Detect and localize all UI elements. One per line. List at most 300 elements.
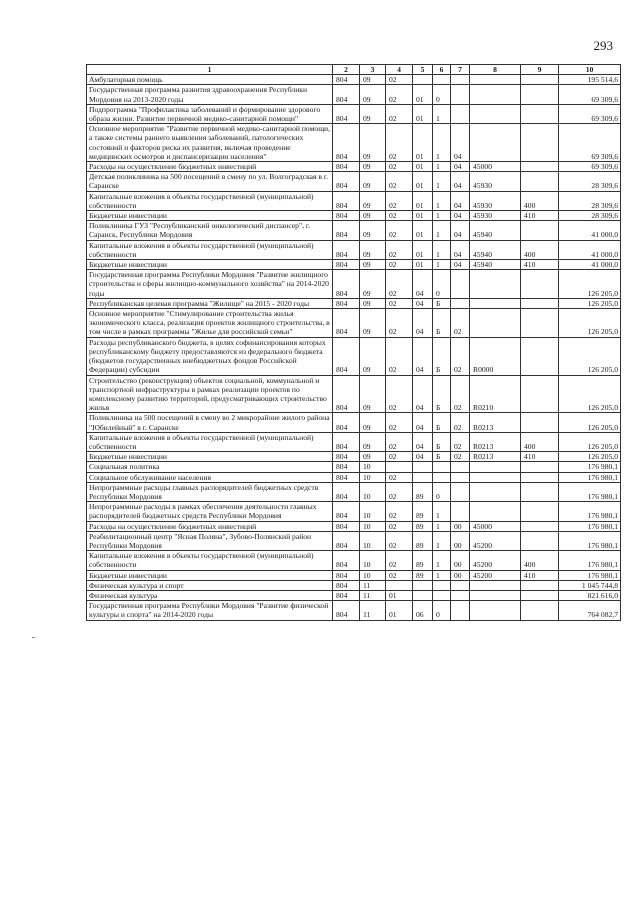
code-direction: 45930 bbox=[470, 191, 521, 210]
code-subprogram bbox=[433, 462, 451, 472]
table-header-row bbox=[87, 65, 621, 75]
code-section: 09 bbox=[360, 298, 386, 308]
code-event: 02 bbox=[451, 375, 470, 413]
table-row bbox=[87, 211, 621, 221]
code-admin: 804 bbox=[333, 551, 360, 570]
code-subprogram: 1 bbox=[433, 521, 451, 531]
row-name: Непрограммные расходы в рамках обеспечения деятельности главных распорядителей бюджетных средств Республики Мордовия bbox=[87, 502, 333, 521]
row-name: Бюджетные инвестиции bbox=[87, 570, 333, 580]
code-expense-type bbox=[521, 590, 559, 600]
code-subsection: 02 bbox=[386, 270, 413, 299]
code-expense-type bbox=[521, 531, 559, 550]
budget-table bbox=[86, 64, 621, 621]
row-sum: 176 980,1 bbox=[559, 472, 621, 482]
code-subprogram bbox=[433, 472, 451, 482]
table-row bbox=[87, 531, 621, 550]
table-row bbox=[87, 551, 621, 570]
code-subsection bbox=[386, 462, 413, 472]
code-direction: 45200 bbox=[470, 570, 521, 580]
code-section: 09 bbox=[360, 191, 386, 210]
code-direction: 45940 bbox=[470, 260, 521, 270]
code-admin: 804 bbox=[333, 270, 360, 299]
code-subprogram bbox=[433, 590, 451, 600]
code-expense-type bbox=[521, 502, 559, 521]
code-program: 01 bbox=[413, 191, 433, 210]
row-name: Расходы республиканского бюджета, в целях софинансирования которых республиканскому бюджету предоставляются из федерального бюджета (бюджетов государственных внебюджетных фондов Российской Федерации) субсидии bbox=[87, 337, 333, 375]
code-expense-type bbox=[521, 337, 559, 375]
code-expense-type bbox=[521, 104, 559, 123]
row-sum: 69 309,6 bbox=[559, 124, 621, 162]
code-event bbox=[451, 462, 470, 472]
code-program: 01 bbox=[413, 240, 433, 259]
code-admin: 804 bbox=[333, 472, 360, 482]
code-admin: 804 bbox=[333, 462, 360, 472]
code-expense-type: 400 bbox=[521, 191, 559, 210]
table-row bbox=[87, 375, 621, 413]
row-name: Капитальные вложения в объекты государственной (муниципальной) собственности bbox=[87, 240, 333, 259]
row-name: Основное мероприятие "Стимулирование строительства жилья экономического класса, реализация проектов жилищного строительства, в том числе в рамках программы "Жилье для российской семьи" bbox=[87, 309, 333, 338]
code-subsection: 02 bbox=[386, 85, 413, 104]
row-name: Расходы на осуществление бюджетных инвестиций bbox=[87, 162, 333, 172]
code-section: 09 bbox=[360, 270, 386, 299]
row-name: Государственная программа развития здравоохранения Республики Мордовия на 2013-2020 годы bbox=[87, 85, 333, 104]
code-subsection: 02 bbox=[386, 211, 413, 221]
code-subsection: 02 bbox=[386, 570, 413, 580]
table-row bbox=[87, 270, 621, 299]
code-program: 01 bbox=[413, 260, 433, 270]
code-admin: 804 bbox=[333, 75, 360, 85]
row-name: Социальное обслуживание населения bbox=[87, 472, 333, 482]
table-row bbox=[87, 472, 621, 482]
row-name: Капитальные вложения в объекты государственной (муниципальной) собственности bbox=[87, 191, 333, 210]
table-row bbox=[87, 124, 621, 162]
code-direction: 45000 bbox=[470, 162, 521, 172]
code-program: 04 bbox=[413, 309, 433, 338]
code-direction bbox=[470, 502, 521, 521]
row-sum: 69 309,6 bbox=[559, 104, 621, 123]
code-subprogram: Б bbox=[433, 432, 451, 451]
code-subsection: 02 bbox=[386, 452, 413, 462]
code-program: 01 bbox=[413, 124, 433, 162]
row-sum: 126 205,0 bbox=[559, 375, 621, 413]
row-sum: 821 616,0 bbox=[559, 590, 621, 600]
table-row bbox=[87, 85, 621, 104]
code-subprogram: 1 bbox=[433, 191, 451, 210]
code-expense-type: 410 bbox=[521, 211, 559, 221]
code-admin: 804 bbox=[333, 260, 360, 270]
code-subsection: 02 bbox=[386, 432, 413, 451]
code-program: 01 bbox=[413, 104, 433, 123]
code-admin: 804 bbox=[333, 531, 360, 550]
row-name: Строительство (реконструкция) объектов социальной, коммунальной и транспортной инфраструктуры в рамках реализации проектов по комплексному развитию территорий, предусматривающих строительство жилья bbox=[87, 375, 333, 413]
code-expense-type bbox=[521, 270, 559, 299]
table-row bbox=[87, 570, 621, 580]
code-direction bbox=[470, 85, 521, 104]
table-row bbox=[87, 590, 621, 600]
code-section: 11 bbox=[360, 590, 386, 600]
code-subsection: 02 bbox=[386, 472, 413, 482]
code-section: 09 bbox=[360, 309, 386, 338]
code-event: 04 bbox=[451, 191, 470, 210]
code-section: 10 bbox=[360, 462, 386, 472]
code-program: 04 bbox=[413, 270, 433, 299]
code-subprogram bbox=[433, 580, 451, 590]
row-sum: 28 309,6 bbox=[559, 191, 621, 210]
column-header: 5 bbox=[413, 65, 433, 75]
row-name: Поликлиника ГУЗ "Республиканский онкологический диспансер", г. Саранск, Республики Мордовия bbox=[87, 221, 333, 240]
code-event: 04 bbox=[451, 221, 470, 240]
code-admin: 804 bbox=[333, 298, 360, 308]
row-name: Государственная программа Республики Мордовия "Развитие физической культуры и спорта" на 2014-2020 годы bbox=[87, 601, 333, 620]
code-event: 00 bbox=[451, 570, 470, 580]
table-row bbox=[87, 502, 621, 521]
code-event bbox=[451, 590, 470, 600]
code-direction: 45940 bbox=[470, 240, 521, 259]
code-expense-type: 400 bbox=[521, 432, 559, 451]
row-name: Физическая культура и спорт bbox=[87, 580, 333, 590]
code-admin: 804 bbox=[333, 211, 360, 221]
column-header: 4 bbox=[386, 65, 413, 75]
code-direction: 45930 bbox=[470, 211, 521, 221]
code-expense-type bbox=[521, 521, 559, 531]
row-sum: 176 980,1 bbox=[559, 551, 621, 570]
code-admin: 804 bbox=[333, 580, 360, 590]
row-sum: 126 205,0 bbox=[559, 337, 621, 375]
row-name: Амбулаторная помощь bbox=[87, 75, 333, 85]
row-sum: 28 309,6 bbox=[559, 172, 621, 191]
table-row bbox=[87, 104, 621, 123]
code-subprogram bbox=[433, 75, 451, 85]
code-expense-type bbox=[521, 124, 559, 162]
code-section: 10 bbox=[360, 551, 386, 570]
code-expense-type bbox=[521, 162, 559, 172]
code-program: 01 bbox=[413, 211, 433, 221]
code-section: 09 bbox=[360, 85, 386, 104]
code-subsection: 02 bbox=[386, 75, 413, 85]
row-sum: 195 514,6 bbox=[559, 75, 621, 85]
column-header: 2 bbox=[333, 65, 360, 75]
row-name: Бюджетные инвестиции bbox=[87, 260, 333, 270]
code-subsection: 02 bbox=[386, 298, 413, 308]
row-sum: 176 980,1 bbox=[559, 531, 621, 550]
code-admin: 804 bbox=[333, 570, 360, 580]
column-header: 6 bbox=[433, 65, 451, 75]
row-name: Подпрограмма "Профилактика заболеваний и формирование здорового образа жизни. Развитие первичной медико-санитарной помощи" bbox=[87, 104, 333, 123]
table-row bbox=[87, 298, 621, 308]
code-program: 01 bbox=[413, 172, 433, 191]
code-direction: 45000 bbox=[470, 521, 521, 531]
row-name: Физическая культура bbox=[87, 590, 333, 600]
code-subprogram: 1 bbox=[433, 211, 451, 221]
row-name: Бюджетные инвестиции bbox=[87, 211, 333, 221]
table-row bbox=[87, 580, 621, 590]
code-program bbox=[413, 472, 433, 482]
row-name: Реабилитационный центр "Ясная Поляна", Зубово-Полянский район Республики Мордовия bbox=[87, 531, 333, 550]
code-subprogram: 1 bbox=[433, 570, 451, 580]
row-sum: 176 980,1 bbox=[559, 462, 621, 472]
row-name: Государственная программа Республики Мордовия "Развитие жилищного строительства и сферы жилищно-коммунального хозяйства" на 2014-2020 годы bbox=[87, 270, 333, 299]
table-row bbox=[87, 432, 621, 451]
code-direction: 45940 bbox=[470, 221, 521, 240]
page-number: 293 bbox=[593, 38, 613, 53]
table-row bbox=[87, 482, 621, 501]
code-admin: 804 bbox=[333, 502, 360, 521]
code-admin: 804 bbox=[333, 309, 360, 338]
code-subsection: 02 bbox=[386, 162, 413, 172]
code-direction: R0213 bbox=[470, 452, 521, 462]
code-program: 04 bbox=[413, 432, 433, 451]
row-sum: 126 205,0 bbox=[559, 298, 621, 308]
code-subprogram: 0 bbox=[433, 601, 451, 620]
row-sum: 764 082,7 bbox=[559, 601, 621, 620]
code-section: 10 bbox=[360, 531, 386, 550]
code-section: 10 bbox=[360, 482, 386, 501]
code-program: 01 bbox=[413, 221, 433, 240]
code-subprogram: Б bbox=[433, 298, 451, 308]
code-subsection: 02 bbox=[386, 221, 413, 240]
scan-mark bbox=[32, 637, 35, 638]
code-event: 02 bbox=[451, 452, 470, 462]
code-program: 04 bbox=[413, 298, 433, 308]
code-section: 09 bbox=[360, 452, 386, 462]
row-sum: 1 045 744,8 bbox=[559, 580, 621, 590]
code-program bbox=[413, 590, 433, 600]
code-direction: 45200 bbox=[470, 551, 521, 570]
code-expense-type bbox=[521, 462, 559, 472]
code-expense-type: 410 bbox=[521, 260, 559, 270]
code-admin: 804 bbox=[333, 104, 360, 123]
code-section: 09 bbox=[360, 162, 386, 172]
table-row bbox=[87, 337, 621, 375]
code-section: 09 bbox=[360, 124, 386, 162]
code-program: 89 bbox=[413, 531, 433, 550]
code-direction bbox=[470, 75, 521, 85]
code-event bbox=[451, 298, 470, 308]
code-direction bbox=[470, 462, 521, 472]
code-event bbox=[451, 85, 470, 104]
row-name: Республиканская целевая программа "Жилище" на 2015 - 2020 годы bbox=[87, 298, 333, 308]
code-subprogram: 1 bbox=[433, 502, 451, 521]
code-subprogram: 0 bbox=[433, 482, 451, 501]
code-event: 02 bbox=[451, 337, 470, 375]
code-subsection: 02 bbox=[386, 124, 413, 162]
code-admin: 804 bbox=[333, 601, 360, 620]
row-sum: 69 309,6 bbox=[559, 85, 621, 104]
code-event: 00 bbox=[451, 551, 470, 570]
code-subprogram: Б bbox=[433, 375, 451, 413]
code-section: 10 bbox=[360, 502, 386, 521]
code-subprogram: 0 bbox=[433, 270, 451, 299]
table-row bbox=[87, 172, 621, 191]
table-row bbox=[87, 452, 621, 462]
code-event: 00 bbox=[451, 521, 470, 531]
code-section: 11 bbox=[360, 601, 386, 620]
code-section: 09 bbox=[360, 75, 386, 85]
code-subsection: 02 bbox=[386, 482, 413, 501]
code-direction: 45200 bbox=[470, 531, 521, 550]
code-event: 04 bbox=[451, 260, 470, 270]
code-event: 00 bbox=[451, 531, 470, 550]
code-admin: 804 bbox=[333, 413, 360, 432]
code-direction: R0213 bbox=[470, 413, 521, 432]
code-subprogram: Б bbox=[433, 309, 451, 338]
code-program: 89 bbox=[413, 521, 433, 531]
code-event bbox=[451, 482, 470, 501]
column-header: 8 bbox=[470, 65, 521, 75]
code-subprogram: 1 bbox=[433, 260, 451, 270]
table-row bbox=[87, 462, 621, 472]
code-expense-type bbox=[521, 75, 559, 85]
table-row bbox=[87, 221, 621, 240]
code-direction: 45930 bbox=[470, 172, 521, 191]
code-program: 04 bbox=[413, 452, 433, 462]
code-expense-type bbox=[521, 309, 559, 338]
code-direction bbox=[470, 124, 521, 162]
row-name: Социальная политика bbox=[87, 462, 333, 472]
code-subprogram: 1 bbox=[433, 221, 451, 240]
code-event: 04 bbox=[451, 124, 470, 162]
code-event: 04 bbox=[451, 172, 470, 191]
code-event: 02 bbox=[451, 432, 470, 451]
code-subsection bbox=[386, 580, 413, 590]
row-sum: 176 980,1 bbox=[559, 521, 621, 531]
code-expense-type bbox=[521, 413, 559, 432]
table-row bbox=[87, 413, 621, 432]
code-event bbox=[451, 104, 470, 123]
code-event: 04 bbox=[451, 162, 470, 172]
code-section: 09 bbox=[360, 211, 386, 221]
table-row bbox=[87, 240, 621, 259]
row-sum: 28 309,6 bbox=[559, 211, 621, 221]
row-sum: 126 205,0 bbox=[559, 309, 621, 338]
code-event: 04 bbox=[451, 240, 470, 259]
code-expense-type: 410 bbox=[521, 570, 559, 580]
code-subprogram: Б bbox=[433, 337, 451, 375]
code-admin: 804 bbox=[333, 221, 360, 240]
code-subsection: 02 bbox=[386, 240, 413, 259]
code-section: 10 bbox=[360, 521, 386, 531]
code-subprogram: 0 bbox=[433, 85, 451, 104]
code-expense-type bbox=[521, 298, 559, 308]
code-expense-type: 410 bbox=[521, 452, 559, 462]
code-subsection: 02 bbox=[386, 531, 413, 550]
code-direction bbox=[470, 472, 521, 482]
column-header: 3 bbox=[360, 65, 386, 75]
code-program: 04 bbox=[413, 413, 433, 432]
code-admin: 804 bbox=[333, 85, 360, 104]
code-subsection: 02 bbox=[386, 521, 413, 531]
row-sum: 176 980,1 bbox=[559, 502, 621, 521]
code-program bbox=[413, 75, 433, 85]
code-subprogram: 1 bbox=[433, 124, 451, 162]
code-expense-type bbox=[521, 85, 559, 104]
code-event bbox=[451, 580, 470, 590]
code-subsection: 02 bbox=[386, 375, 413, 413]
code-section: 09 bbox=[360, 375, 386, 413]
code-subsection: 02 bbox=[386, 309, 413, 338]
code-direction bbox=[470, 298, 521, 308]
row-name: Капитальные вложения в объекты государственной (муниципальной) собственности bbox=[87, 432, 333, 451]
code-subprogram: 1 bbox=[433, 240, 451, 259]
code-expense-type bbox=[521, 172, 559, 191]
code-subprogram: 1 bbox=[433, 104, 451, 123]
code-expense-type bbox=[521, 375, 559, 413]
code-event bbox=[451, 75, 470, 85]
code-admin: 804 bbox=[333, 162, 360, 172]
code-admin: 804 bbox=[333, 337, 360, 375]
column-header: 9 bbox=[521, 65, 559, 75]
row-name: Непрограммные расходы главных распорядителей бюджетных средств Республики Мордовия bbox=[87, 482, 333, 501]
code-subsection: 01 bbox=[386, 601, 413, 620]
code-direction bbox=[470, 309, 521, 338]
code-admin: 804 bbox=[333, 482, 360, 501]
code-subsection: 01 bbox=[386, 590, 413, 600]
code-subprogram: 1 bbox=[433, 162, 451, 172]
row-sum: 126 205,0 bbox=[559, 452, 621, 462]
row-sum: 176 980,1 bbox=[559, 570, 621, 580]
code-admin: 804 bbox=[333, 375, 360, 413]
code-program: 06 bbox=[413, 601, 433, 620]
code-admin: 804 bbox=[333, 521, 360, 531]
code-program: 89 bbox=[413, 570, 433, 580]
row-sum: 41 000,0 bbox=[559, 260, 621, 270]
code-admin: 804 bbox=[333, 452, 360, 462]
code-section: 11 bbox=[360, 580, 386, 590]
code-admin: 804 bbox=[333, 240, 360, 259]
row-name: Бюджетные инвестиции bbox=[87, 452, 333, 462]
table-row bbox=[87, 309, 621, 338]
code-admin: 804 bbox=[333, 191, 360, 210]
code-program: 89 bbox=[413, 502, 433, 521]
code-direction: R0000 bbox=[470, 337, 521, 375]
code-expense-type bbox=[521, 221, 559, 240]
code-event bbox=[451, 502, 470, 521]
code-event bbox=[451, 601, 470, 620]
code-subprogram: 1 bbox=[433, 172, 451, 191]
column-header: 1 bbox=[87, 65, 333, 75]
code-program: 89 bbox=[413, 551, 433, 570]
row-name: Расходы на осуществление бюджетных инвестиций bbox=[87, 521, 333, 531]
code-expense-type bbox=[521, 601, 559, 620]
row-name: Основное мероприятие "Развитие первичной медико-санитарной помощи, а также системы раннего выявления заболеваний, патологических состояний и факторов риска их развития, включая проведение медицинских осмотров и диспансеризации населения" bbox=[87, 124, 333, 162]
row-sum: 176 980,1 bbox=[559, 482, 621, 501]
code-subprogram: 1 bbox=[433, 551, 451, 570]
code-section: 09 bbox=[360, 240, 386, 259]
code-expense-type bbox=[521, 472, 559, 482]
code-subsection: 02 bbox=[386, 104, 413, 123]
code-subsection: 02 bbox=[386, 172, 413, 191]
code-section: 09 bbox=[360, 432, 386, 451]
column-header: 7 bbox=[451, 65, 470, 75]
code-direction: R0213 bbox=[470, 432, 521, 451]
code-subsection: 02 bbox=[386, 502, 413, 521]
row-sum: 41 000,0 bbox=[559, 240, 621, 259]
code-event bbox=[451, 270, 470, 299]
code-subsection: 02 bbox=[386, 413, 413, 432]
code-section: 09 bbox=[360, 104, 386, 123]
code-admin: 804 bbox=[333, 124, 360, 162]
code-direction bbox=[470, 580, 521, 590]
code-program: 89 bbox=[413, 482, 433, 501]
row-sum: 126 205,0 bbox=[559, 432, 621, 451]
code-program: 01 bbox=[413, 85, 433, 104]
code-expense-type bbox=[521, 580, 559, 590]
table-row bbox=[87, 75, 621, 85]
code-direction bbox=[470, 590, 521, 600]
code-section: 09 bbox=[360, 172, 386, 191]
row-name: Детская поликлиника на 500 посещений в смену по ул. Волгоградская в г. Саранске bbox=[87, 172, 333, 191]
column-header: 10 bbox=[559, 65, 621, 75]
